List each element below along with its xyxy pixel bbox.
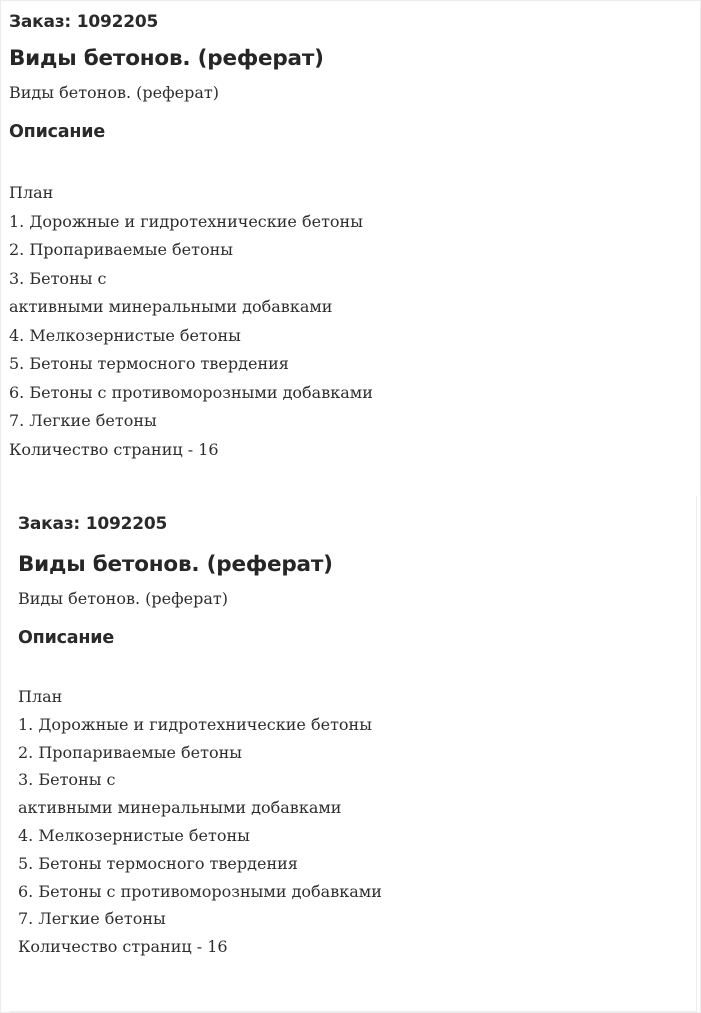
order-block-outer [9,8,689,464]
description-line: активными минеральными добавками [18,798,342,818]
description-line: 7. Легкие бетоны [9,411,157,430]
page-count: Количество страниц - 16 [18,937,228,957]
order-title: Виды бетонов. (реферат) [18,552,333,577]
order-number: Заказ: 1092205 [9,12,159,32]
order-title: Виды бетонов. (реферат) [9,46,324,71]
description-line: 4. Мелкозернистые бетоны [18,825,250,845]
description-line: 3. Бетоны с [18,770,116,790]
description-line: активными минеральными добавками [9,297,333,316]
order-number: Заказ: 1092205 [18,514,168,534]
description-line: 5. Бетоны термосного твердения [18,853,298,873]
description-line: 2. Пропариваемые бетоны [9,240,234,259]
description-line: 3. Бетоны с [9,268,107,288]
description-heading: Описание [9,122,106,142]
description-line: План [18,687,63,706]
page-count: Количество страниц - 16 [9,439,219,459]
order-subtitle: Виды бетонов. (реферат) [18,589,228,608]
description-line: 1. Дорожные и гидротехнические бетоны [18,714,372,734]
description-line: 4. Мелкозернистые бетоны [9,325,241,345]
description-line: 6. Бетоны с противоморозными добавками [18,881,382,901]
description-list [9,179,689,464]
description-list [18,683,690,961]
description-heading: Описание [18,628,115,648]
description-line: 1. Дорожные и гидротехнические бетоны [9,211,363,231]
description-line: 5. Бетоны термосного твердения [9,354,289,373]
description-line: 6. Бетоны с противоморозными добавками [9,382,373,402]
order-block-inner [18,510,690,961]
order-subtitle: Виды бетонов. (реферат) [9,83,219,102]
description-line: План [9,183,54,202]
description-line: 7. Легкие бетоны [18,909,166,929]
description-line: 2. Пропариваемые бетоны [18,742,243,762]
